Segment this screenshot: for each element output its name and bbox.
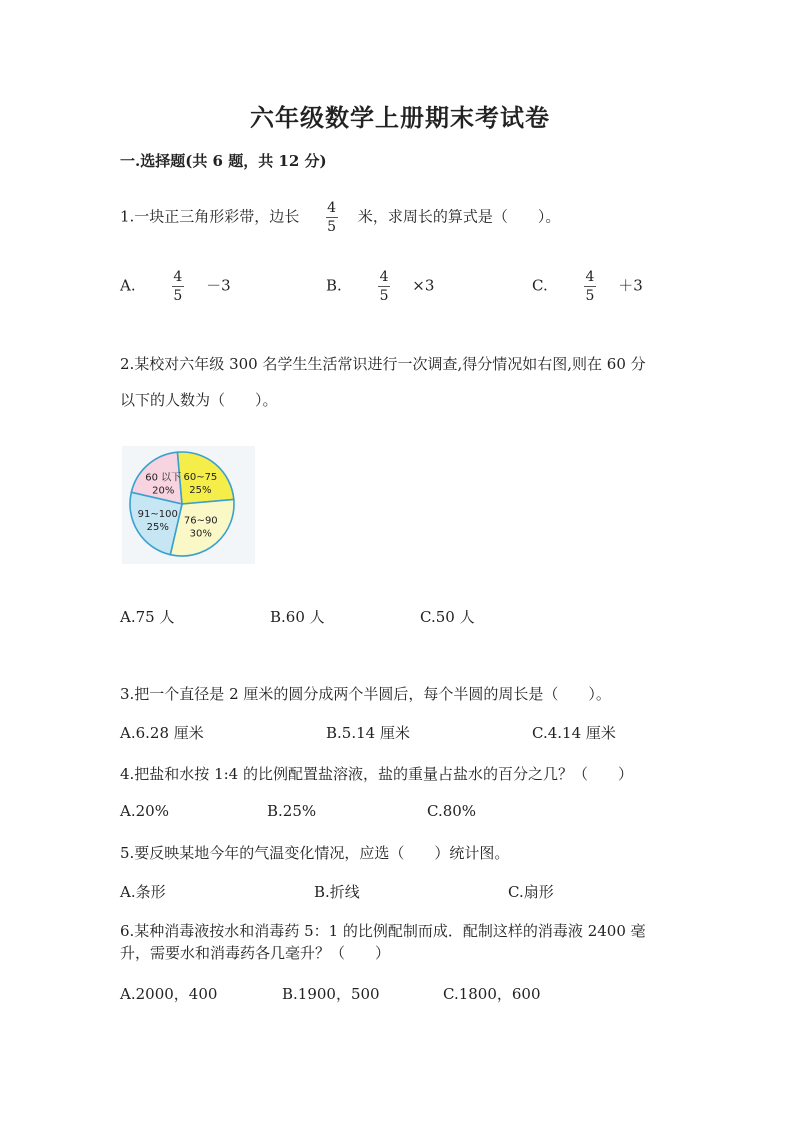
question-2-line-2: 以下的人数为（ ）。 <box>120 391 278 409</box>
question-1-text-after: 米，求周长的算式是（ ）。 <box>357 207 561 226</box>
question-4-option-a[interactable]: A.20% <box>120 802 169 820</box>
question-2-option-a[interactable]: A.75 人 <box>120 608 175 626</box>
question-6-line-1: 6.某种消毒液按水和消毒药 5：1 的比例配制而成．配制这样的消毒液 2400 毫 <box>120 922 646 940</box>
question-1-text-before: 1.一块正三角形彩带，边长 <box>120 207 300 226</box>
option-label: B. <box>326 276 342 295</box>
option-label: A. <box>120 276 136 295</box>
fraction-numerator: 4 <box>379 269 389 285</box>
pie-slice-label: 76~90 <box>183 515 218 527</box>
fraction-numerator: 4 <box>173 269 183 285</box>
fraction-denominator: 5 <box>173 288 183 304</box>
question-1-option-c[interactable] <box>532 270 643 303</box>
question-1-option-b[interactable] <box>326 270 434 303</box>
option-operator: ×3 <box>412 276 435 295</box>
question-5-option-c[interactable]: C.扇形 <box>508 883 554 901</box>
pie-slice-label: 60 以下 <box>145 472 182 484</box>
fraction-denominator: 5 <box>327 219 337 235</box>
option-fraction <box>377 270 392 303</box>
option-operator: ＋3 <box>618 276 643 295</box>
pie-slice-value: 30% <box>189 528 212 540</box>
question-4: 4.把盐和水按 1:4 的比例配置盐溶液，盐的重量占盐水的百分之几？（ ） <box>120 765 633 783</box>
pie-slice-value: 20% <box>152 485 175 497</box>
question-2-option-b[interactable]: B.60 人 <box>270 608 325 626</box>
question-5-option-b[interactable]: B.折线 <box>314 883 360 901</box>
question-5: 5.要反映某地今年的气温变化情况，应选（ ）统计图。 <box>120 844 510 862</box>
option-operator: －3 <box>206 276 231 295</box>
question-3-option-c[interactable]: C.4.14 厘米 <box>532 724 616 742</box>
pie-slice-label: 91~100 <box>137 509 178 521</box>
page-title: 六年级数学上册期末考试卷 <box>250 103 550 132</box>
question-6-option-c[interactable]: C.1800，600 <box>443 985 541 1003</box>
question-3: 3.把一个直径是 2 厘米的圆分成两个半圆后，每个半圆的周长是（ ）。 <box>120 685 611 703</box>
question-4-option-b[interactable]: B.25% <box>267 802 317 820</box>
question-6-line-2: 升，需要水和消毒药各几毫升？（ ） <box>120 944 391 962</box>
question-2-line-1: 2.某校对六年级 300 名学生生活常识进行一次调查,得分情况如右图,则在 60 分 <box>120 355 646 373</box>
option-fraction <box>170 270 185 303</box>
fraction-denominator: 5 <box>585 288 595 304</box>
section-heading: 一.选择题(共 6 题，共 12 分) <box>120 152 327 170</box>
question-2-option-c[interactable]: C.50 人 <box>420 608 475 626</box>
question-3-option-b[interactable]: B.5.14 厘米 <box>326 724 410 742</box>
option-label: C. <box>532 276 548 295</box>
option-fraction <box>583 270 598 303</box>
pie-chart <box>122 446 255 564</box>
question-1 <box>120 201 560 234</box>
pie-slice-value: 25% <box>146 522 169 534</box>
question-6-option-b[interactable]: B.1900，500 <box>282 985 380 1003</box>
question-6-option-a[interactable]: A.2000，400 <box>120 985 218 1003</box>
question-1-option-a[interactable] <box>120 270 231 303</box>
pie-chart-svg <box>122 446 255 564</box>
fraction-denominator: 5 <box>379 288 389 304</box>
question-1-fraction <box>324 201 339 234</box>
question-4-option-c[interactable]: C.80% <box>427 802 477 820</box>
fraction-numerator: 4 <box>585 269 595 285</box>
question-3-option-a[interactable]: A.6.28 厘米 <box>120 724 204 742</box>
pie-slice-value: 25% <box>189 485 212 497</box>
question-5-option-a[interactable]: A.条形 <box>120 883 166 901</box>
pie-slice-label: 60~75 <box>183 472 218 484</box>
fraction-numerator: 4 <box>327 200 337 216</box>
